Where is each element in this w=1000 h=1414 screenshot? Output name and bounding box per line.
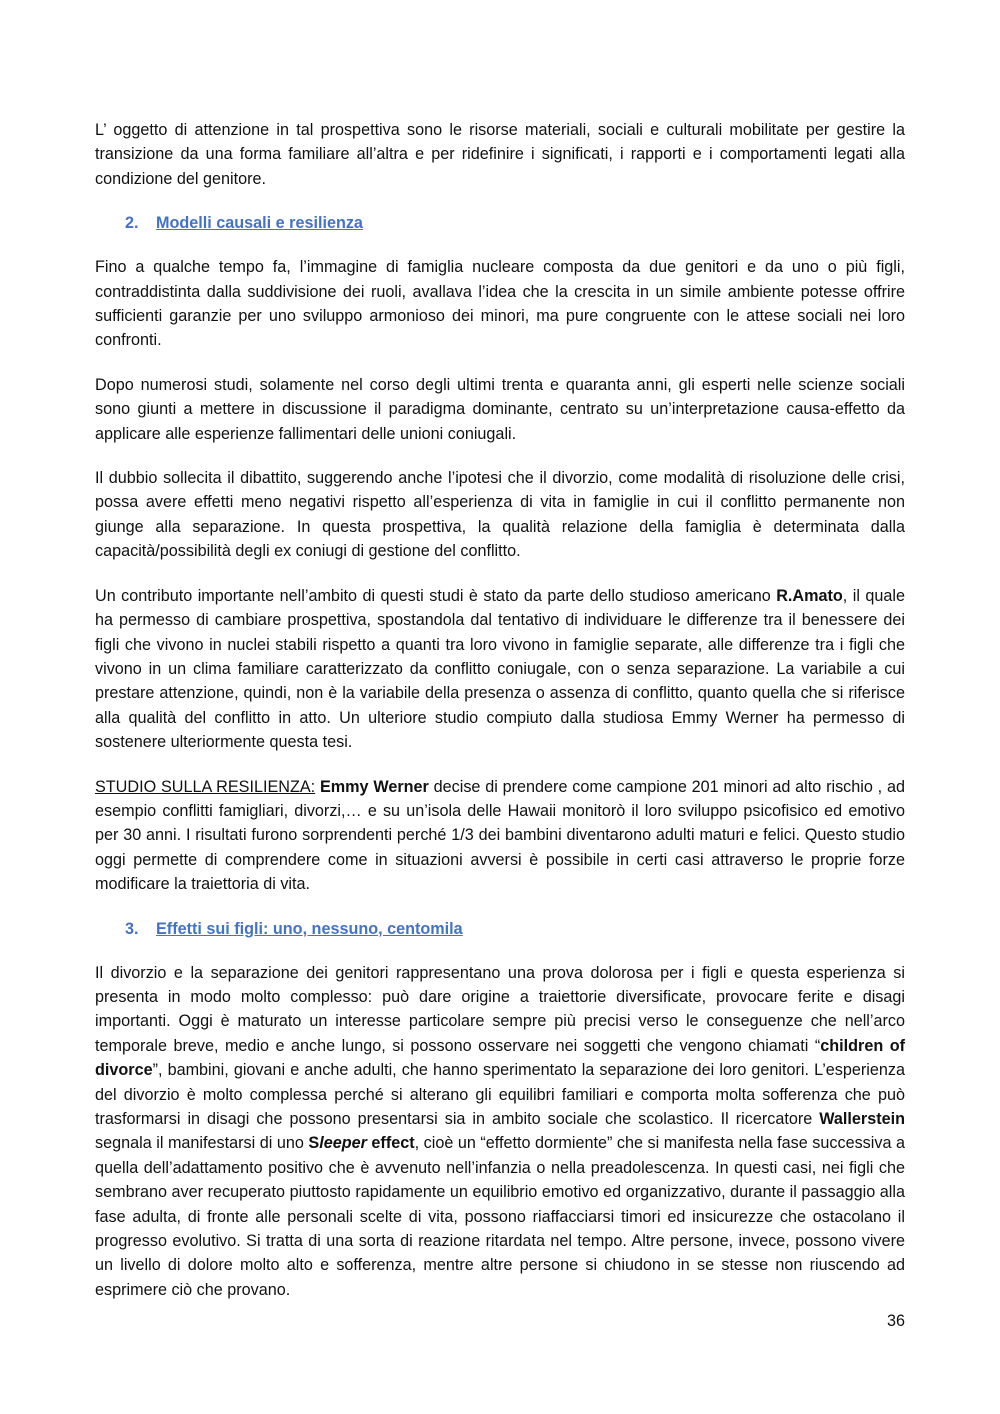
- term-effect: effect: [366, 1134, 415, 1153]
- author-name-amato: R.Amato: [776, 586, 843, 605]
- text-run: Un contributo importante nell’ambito di questi studi è stato da parte dello studioso americano: [95, 586, 777, 605]
- paragraph: [95, 584, 905, 755]
- section-number: 3.: [125, 919, 139, 938]
- author-name-werner: Emmy Werner: [319, 777, 429, 796]
- paragraph: L’ oggetto di attenzione in tal prospettiva sono le risorse materiali, sociali e culturali mobilitate per gestire la transizione da una forma familiare all’altra e per ridefinire i significati, i rapporti e i comportamenti legati alla condizione del genitore.: [95, 121, 905, 188]
- section-title: Effetti sui figli: uno, nessuno, centomila: [156, 919, 463, 938]
- text-run: decise di prendere come campione 201 minori ad alto rischio , ad esempio conflitti famigliari, divorzi,… e su un’isola delle Hawaii monitorò il loro sviluppo psicofisico ed emotivo per 30 anni. I risultati furono sorprendenti perché 1/3 dei bambini diventarono adulti maturi e felici. Questo studio oggi permette di comprendere come in situazioni avversi è possibile in certi casi attraverso le proprie forze modificare la traiettoria di vita.: [95, 777, 905, 894]
- document-page: [95, 118, 905, 1322]
- term-children-of-divorce: children of divorce: [95, 1036, 905, 1080]
- section-number: 2.: [125, 214, 139, 233]
- paragraph: [95, 775, 905, 897]
- section-heading-3: [95, 917, 905, 941]
- study-label: STUDIO SULLA RESILIENZA:: [95, 777, 316, 796]
- text-run: segnala il manifestarsi di uno: [95, 1134, 309, 1153]
- paragraph: [95, 961, 905, 1303]
- text-run: , il quale ha permesso di cambiare prospettiva, spostandola dal tentativo di individuare le differenze tra il benessere dei figli che vivono in nuclei stabili rispetto a quanti tra loro vivono in famiglie separate, alle differenze tra i figli che vivono in un clima familiare caratterizzato da conflitto coniugale, con o senza separazione. La variabile a cui prestare attenzione, quindi, non è la variabile della presenza o assenza di conflitto, quanto quella che si riferisce alla qualità del conflitto in atto. Un ulteriore studio compiuto dalla studiosa Emmy Werner ha permesso di sostenere ulteriormente questa tesi.: [95, 586, 905, 752]
- text-run: Il divorzio e la separazione dei genitori rappresentano una prova dolorosa per i figli e questa esperienza si presenta in modo molto complesso: può dare origine a traiettorie diversificate, provocare ferite e disagi importanti. Oggi è maturato un interesse particolare sempre più precisi verso le conseguenze che nell’arco temporale breve, medio e anche lungo, si possono osservare nei soggetti che vengono chiamati “: [95, 963, 905, 1055]
- paragraph: Il dubbio sollecita il dibattito, suggerendo anche l’ipotesi che il divorzio, come modalità di risoluzione delle crisi, possa avere effetti meno negativi rispetto all’esperienza di vita in famiglie in cui il conflitto permanente non giunge alla separazione. In questa prospettiva, la qualità relazione della famiglia è determinata dalla capacità/possibilità degli ex coniugi di gestione del conflitto.: [95, 469, 905, 561]
- page-number: 36: [886, 1312, 905, 1330]
- paragraph: Fino a qualche tempo fa, l’immagine di famiglia nucleare composta da due genitori e da uno o più figli, contraddistinta dalla suddivisione dei ruoli, avallava l’idea che la crescita in un simile ambiente potesse offrire sufficienti garanzie per uno sviluppo armonioso dei minori, ma pure congruente con le attese sociali nei loro confronti.: [95, 258, 905, 350]
- text-run: , cioè un “effetto dormiente” che si manifesta nella fase successiva a quella dell’adattamento positivo che è avvenuto nell’infanzia o nella preadolescenza. In questi casi, nei figli che sembrano aver recuperato piuttosto rapidamente un equilibrio emotivo ed organizzativo, durante il passaggio alla fase adulta, di fronte alle personali scelte di vita, possono riaffacciarsi timori ed insicurezze che ostacolano il progresso evolutivo. Si tratta di una sorta di reazione ritardata nel tempo. Altre persone, invece, possono vivere un livello di dolore molto alto e sofferenza, mentre altre persone si chiudono in se stesse non riuscendo ad esprimere ciò che provano.: [95, 1134, 905, 1299]
- section-heading-2: [95, 211, 905, 235]
- section-title: Modelli causali e resilienza: [156, 214, 363, 233]
- author-name-wallerstein: Wallerstein: [819, 1110, 905, 1128]
- text-run: ”, bambini, giovani e anche adulti, che hanno sperimentato la separazione dei loro genitori. L’esperienza del divorzio è molto complessa perché si alterano gli equilibri familiari e comporta molta sofferenza che può trasformarsi in disagi che possono presentarsi sia in ambito sociale che scolastico. Il ricercatore: [95, 1061, 905, 1128]
- term-sleeper: leeper: [319, 1134, 367, 1153]
- paragraph: Dopo numerosi studi, solamente nel corso degli ultimi trenta e quaranta anni, gli esperti nelle scienze sociali sono giunti a mettere in discussione il paradigma dominante, centrato su un’interpretazione causa-effetto da applicare alle esperienze fallimentari delle unioni coniugali.: [95, 375, 905, 443]
- term-sleeper-s: S: [308, 1134, 320, 1153]
